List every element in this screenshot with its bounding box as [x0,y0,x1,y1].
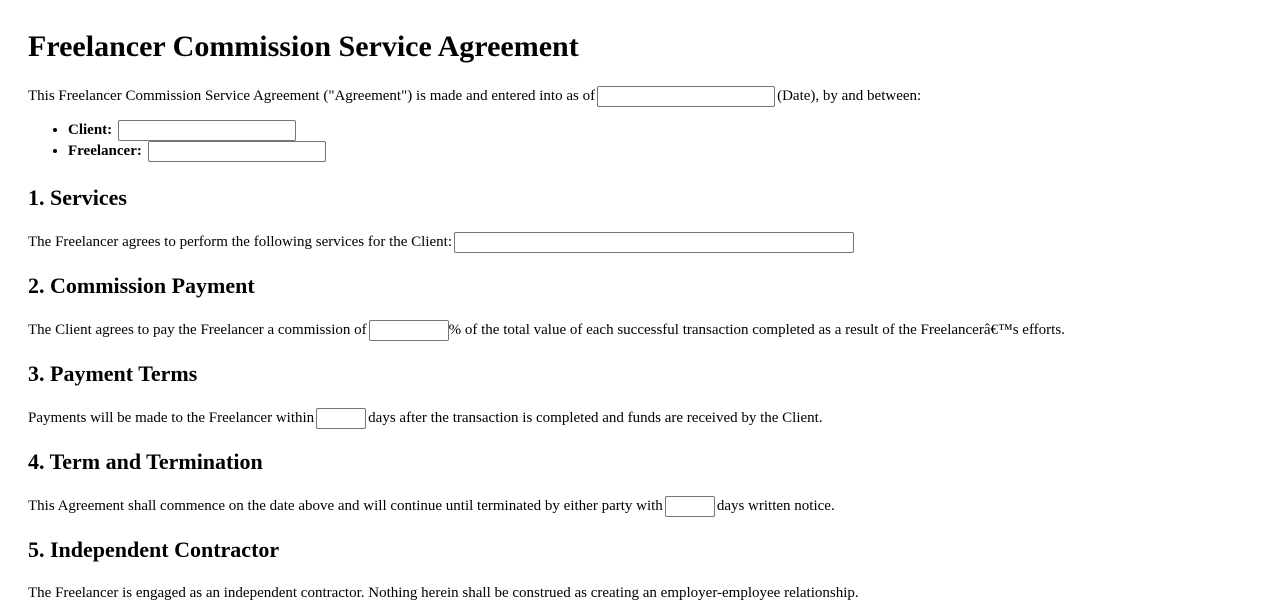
payment-terms-paragraph [28,407,823,429]
date-input[interactable] [597,86,775,107]
page-title: Freelancer Commission Service Agreement [28,30,579,63]
freelancer-input[interactable] [148,141,326,162]
payment-terms-text-after: days after the transaction is completed and funds are received by the Client. [368,410,823,426]
intro-text-after: (Date), by and between: [777,88,922,104]
client-label: Client: [68,122,113,138]
list-item-freelancer [68,141,328,162]
contractor-text: The Freelancer is engaged as an independent contractor. Nothing herein shall be construed as creating an employer-employee relationship. [28,585,859,601]
commission-text-after: % of the total value of each successful transaction completed as a result of the Freelancerâ€™s efforts. [448,322,1065,338]
services-paragraph [28,231,856,253]
payment-terms-text-before: Payments will be made to the Freelancer within [28,410,315,426]
notice-days-input[interactable] [665,496,715,517]
client-input[interactable] [118,120,296,141]
list-item-client [68,120,328,141]
section-heading-commission: 2. Commission Payment [28,273,255,298]
termination-text-before: This Agreement shall commence on the date above and will continue until terminated by either party with [28,498,663,514]
section-heading-payment-terms: 3. Payment Terms [28,361,198,386]
section-heading-services: 1. Services [28,185,127,210]
termination-paragraph [28,495,835,517]
freelancer-label: Freelancer: [68,143,142,160]
section-heading-termination: 4. Term and Termination [28,449,263,474]
parties-list [28,120,328,162]
commission-paragraph [28,319,1065,341]
termination-text-after: days written notice. [716,498,835,514]
section-heading-contractor: 5. Independent Contractor [28,537,280,562]
services-text: The Freelancer agrees to perform the following services for the Client: [28,234,453,250]
services-input[interactable] [454,232,854,253]
intro-paragraph [28,85,921,107]
commission-percent-input[interactable] [369,320,449,341]
intro-text-before: This Freelancer Commission Service Agreement ("Agreement") is made and entered into as of [28,88,596,104]
payment-days-input[interactable] [316,408,366,429]
commission-text-before: The Client agrees to pay the Freelancer a commission of [28,322,367,338]
